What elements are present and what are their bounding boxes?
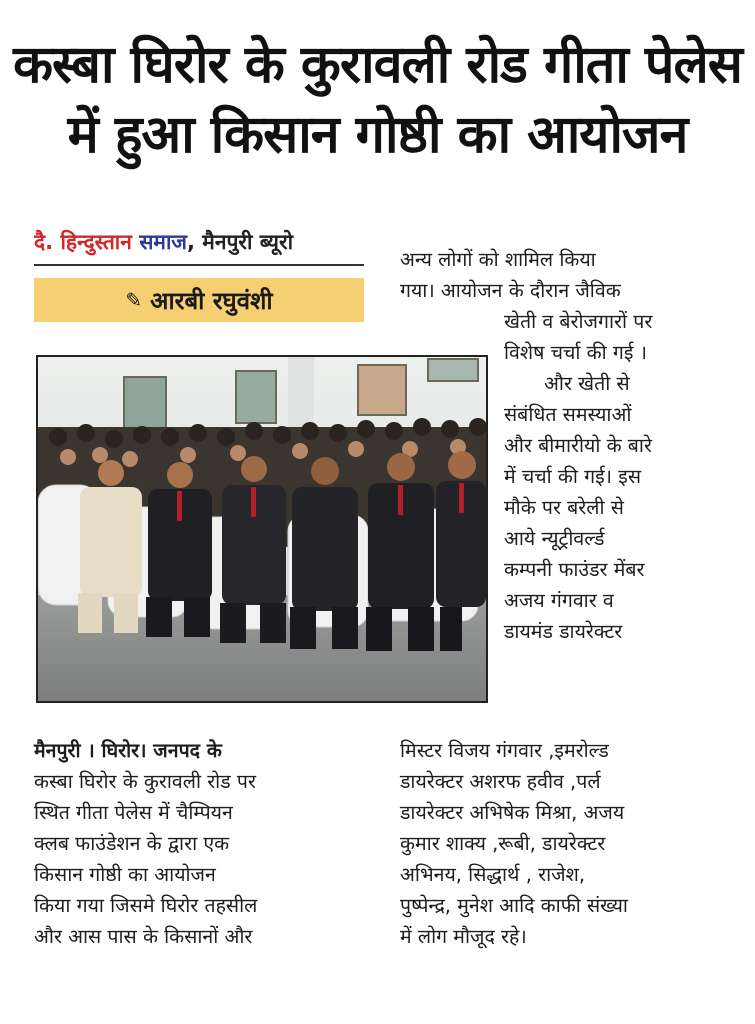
bureau-name: , मैनपुरी ब्यूरो [187, 230, 294, 254]
headline [10, 30, 745, 170]
body-line: किसान गोष्ठी का आयोजन [34, 863, 216, 886]
body-line: डायरेक्टर अभिषेक मिश्रा, अजय [400, 801, 625, 824]
body-line: डायरेक्टर अशरफ हवीव ,पर्ल [400, 770, 601, 793]
body-line: पुष्पेन्द्र, मुनेश आदि काफी संख्या [400, 894, 628, 917]
body-line: अभिनय, सिद्धार्थ , राजेश, [400, 863, 586, 886]
body-line: क्लब फाउंडेशन के द्वारा एक [34, 832, 230, 855]
body-line: कुमार शाक्य ,रूबी, डायरेक्टर [400, 832, 606, 855]
body-line: मौके पर बरेली से [504, 496, 624, 519]
newspaper-name: दै. हिन्दुस्तान [34, 230, 132, 254]
body-line: और खेती से [544, 372, 630, 395]
body-line: गया। आयोजन के दौरान जैविक [400, 279, 621, 302]
body-line: संबंधित समस्याओं [504, 403, 632, 426]
body-line: और आस पास के किसानों और [34, 925, 253, 948]
body-line: डायमंड डायरेक्टर [504, 620, 623, 643]
headline-line-1: कस्बा घिरोर के कुरावली रोड गीता पेलेस [13, 35, 742, 95]
body-line [34, 735, 384, 766]
pen-icon: ✎ [125, 288, 143, 312]
body-line: में लोग मौजूद रहे। [400, 925, 527, 948]
body-line: मिस्टर विजय गंगवार ,इमरोल्ड [400, 739, 609, 762]
body-line: किया गया जिसमे घिरोर तहसील [34, 894, 258, 917]
body-line: और बीमारीयो के बारे [504, 434, 652, 457]
body-line: में चर्चा की गई। इस [504, 465, 641, 488]
dateline: मैनपुरी । घिरोर। जनपद के [34, 739, 222, 762]
body-line: विशेष चर्चा की गई । [504, 341, 648, 364]
headline-line-2: में हुआ किसान गोष्ठी का आयोजन [67, 105, 688, 165]
body-line: आये न्यूट्रीवर्ल्ड [504, 527, 605, 550]
byline-divider [34, 264, 364, 266]
body-line: खेती व बेरोजगारों पर [504, 310, 653, 333]
body-line: अन्य लोगों को शामिल किया [400, 248, 596, 271]
article-column-left [34, 735, 384, 952]
article-column-right-bottom [400, 735, 745, 952]
reporter-name: आरबी रघुवंशी [150, 286, 273, 315]
byline [34, 228, 364, 260]
body-line: स्थित गीता पेलेस में चैम्पियन [34, 801, 233, 824]
body-line: कस्बा घिरोर के कुरावली रोड पर [34, 770, 256, 793]
reporter-box [34, 278, 364, 322]
newspaper-samaj: समाज [139, 230, 187, 254]
body-line: अजय गंगवार व [504, 589, 614, 612]
body-line: कम्पनी फाउंडर मेंबर [504, 558, 645, 581]
article-column-right-top [400, 244, 745, 647]
